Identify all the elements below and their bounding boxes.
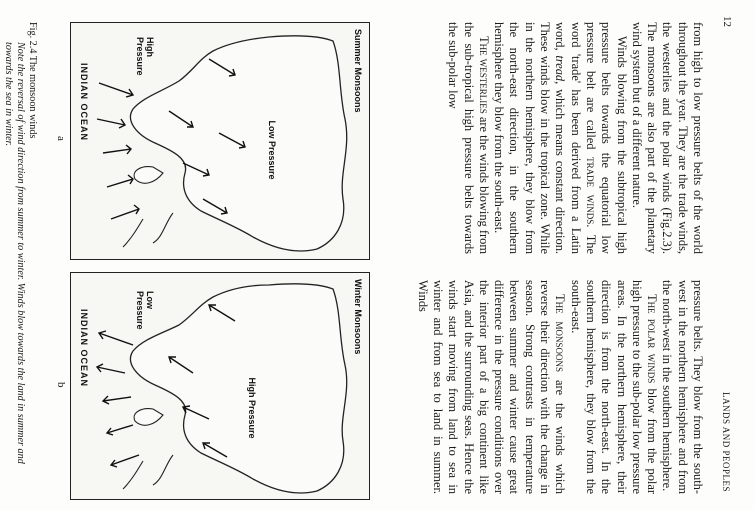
winter-map-drawing (71, 273, 369, 499)
caption-note: Note the reversal of wind direction from summer to winter. Winds blow towards the land in summer and towards the sea in winter. (3, 42, 26, 464)
paragraph: pressure belts. They blow from the south-west in the northern hemisphere and from the north-west in the southern hemisphere. (660, 280, 705, 494)
left-text-column (445, 22, 705, 254)
map-sublabel: b (55, 382, 67, 388)
summer-monsoon-map (70, 22, 370, 260)
paragraph-text: Winds blowing from the subtropical high pressure belts towards the equatorial low pressure belt are called (583, 22, 629, 254)
low-pressure-label: Low Pressure (267, 120, 277, 180)
low-pressure-label: Low Pressure (135, 291, 155, 330)
right-text-column (414, 280, 705, 494)
high-pressure-label: High Pressure (135, 37, 155, 76)
latin-word: tread (553, 55, 568, 82)
paragraph-trade-winds (491, 22, 629, 254)
term-polar-winds: The polar winds (645, 294, 660, 384)
term-trade-winds: trade winds (583, 157, 598, 225)
map-sublabel: a (55, 136, 67, 141)
map-title: Winter Monsoons (353, 279, 363, 355)
paragraph-westerlies (445, 22, 491, 254)
figure-caption (2, 22, 38, 494)
ocean-label: INDIAN OCEAN (79, 309, 89, 388)
term-westerlies: The westerlies (476, 36, 491, 114)
paragraph-polar-winds (567, 280, 659, 494)
paragraph-monsoons (414, 280, 567, 494)
ocean-label: INDIAN OCEAN (79, 63, 89, 142)
winter-monsoon-map (70, 272, 370, 500)
paragraph-text: blow from the polar high pressure to the sub-polar low pressure areas. In the northern hemisphere, their direction is from the north-east. In the southern hemisphere, they blow from the south-east. (568, 280, 660, 495)
paragraph-text: are the winds blowing from the sub-tropical high pressure belts towards the sub-polar low (446, 22, 491, 254)
paragraph-text: . The word 'trade' has been derived from a Latin word, (553, 22, 598, 254)
summer-map-drawing (71, 23, 369, 259)
paragraph-text: are the winds which reverse their direction with the change in season. Strong contrasts in temperature between summer and winter cause great difference in the pressure conditions over the interior part of a big continent like Asia, and the surrounding seas. Hence the winds start moving from land to sea in winter and from sea to land in summer. Winds (415, 280, 568, 494)
term-monsoons: The monsoons (553, 294, 568, 373)
caption-lead: Fig. 2.4 The monsoon winds (27, 22, 38, 139)
paragraph-text: , which means constant direction. These winds blow in the tropical zone. While in the northern hemisphere, they blow from the north-east direction, in the southern hemisphere they blow from the south-east. (492, 22, 568, 254)
paragraph: from high to low pressure belts of the world throughout the year. They are the trade winds, the westerlies and the polar winds (Fig.2.3). The monsoons are also part of the planetary wind system but of a different nature. (629, 22, 705, 254)
page-number: 12 (721, 16, 733, 27)
high-pressure-label: High Pressure (247, 377, 257, 439)
map-title: Summer Monsoons (353, 29, 363, 113)
running-head: LANDS AND PEOPLES (721, 391, 731, 492)
